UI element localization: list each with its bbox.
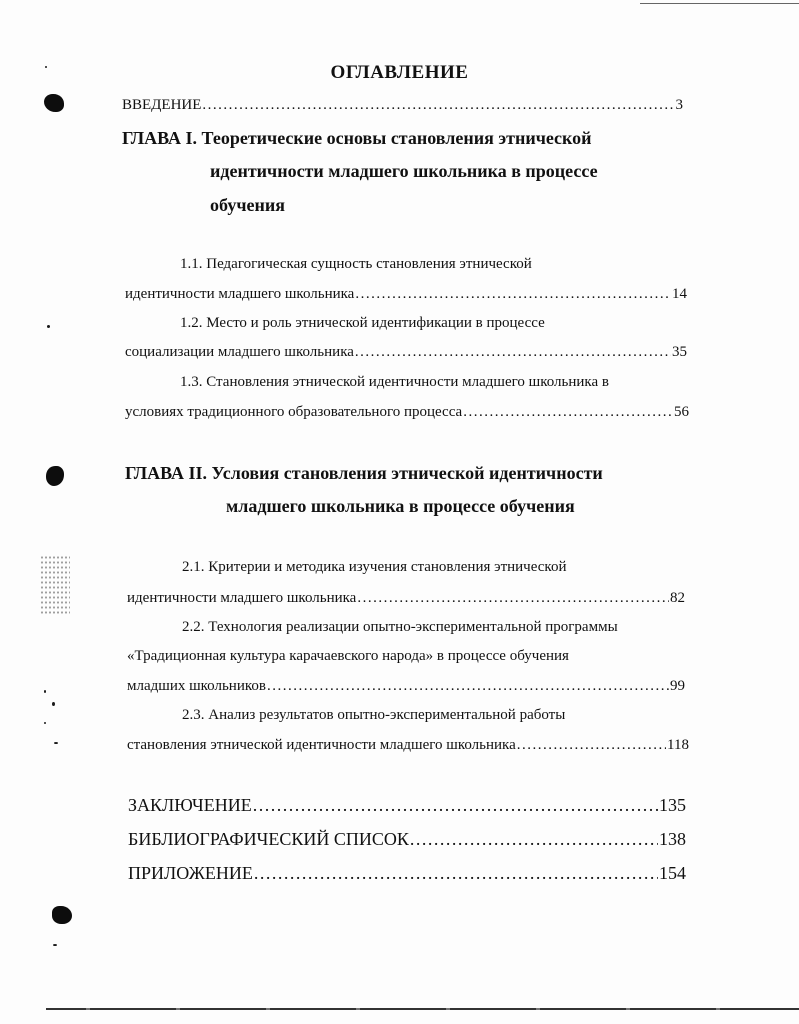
toc-entry-intro	[122, 97, 683, 114]
chapter-2-heading-line1: ГЛАВА II. Условия становления этнической идентичности	[125, 463, 603, 483]
leader-dots	[463, 404, 673, 421]
leader-dots	[517, 737, 666, 754]
page-title: ОГЛАВЛЕНИЕ	[330, 62, 469, 83]
toc-page-number: 14	[672, 286, 687, 302]
scan-speck	[54, 742, 58, 744]
toc-entry-label: ПРИЛОЖЕНИЕ	[128, 863, 253, 883]
toc-entry-1-3	[125, 404, 689, 421]
leader-dots	[357, 590, 669, 607]
toc-page-number: 3	[675, 97, 683, 113]
toc-page-number: 82	[670, 590, 685, 606]
toc-entry-bibliography	[128, 829, 686, 850]
section-2-1-line1: 2.1. Критерии и методика изучения становления этнической	[182, 559, 567, 575]
toc-page-number: 35	[672, 344, 687, 360]
toc-entry-1-2	[125, 344, 687, 361]
toc-page-number: 99	[670, 678, 685, 694]
chapter-2-heading-line2: младшего школьника в процессе обучения	[226, 496, 575, 516]
section-2-2-line1: 2.2. Технология реализации опытно-экспериментальной программы	[182, 619, 618, 635]
scan-speck	[44, 690, 46, 693]
toc-entry-label: ВВЕДЕНИЕ	[122, 97, 202, 113]
toc-page-number: 118	[667, 737, 689, 753]
leader-dots	[355, 286, 671, 303]
toc-entry-label: ЗАКЛЮЧЕНИЕ	[128, 795, 252, 815]
leader-dots	[355, 344, 671, 361]
scan-speck	[44, 722, 46, 724]
leader-dots	[410, 829, 658, 850]
toc-entry-conclusion	[128, 795, 686, 816]
toc-page-number: 56	[674, 404, 689, 420]
chapter-1-heading-line2: идентичности младшего школьника в процессе	[210, 161, 598, 181]
section-1-2-line1: 1.2. Место и роль этнической идентификации в процессе	[180, 315, 545, 331]
scan-edge-bottom	[46, 1008, 799, 1010]
toc-entry-label: идентичности младшего школьника	[127, 590, 357, 606]
punch-hole-mark	[52, 906, 72, 924]
chapter-1-heading-line3: обучения	[210, 195, 285, 215]
leader-dots	[254, 863, 658, 884]
scan-speck	[53, 944, 57, 946]
chapter-1-heading-line1: ГЛАВА I. Теоретические основы становления этнической	[122, 128, 592, 148]
toc-entry-2-3	[127, 737, 689, 754]
toc-entry-appendix	[128, 863, 686, 884]
scan-edge-top	[640, 3, 799, 4]
punch-hole-mark	[46, 466, 64, 486]
punch-hole-mark	[44, 94, 64, 112]
toc-entry-label: становления этнической идентичности младшего школьника	[127, 737, 516, 753]
scan-speck	[52, 702, 55, 706]
toc-entry-label: идентичности младшего школьника	[125, 286, 355, 302]
toc-entry-2-2	[127, 678, 685, 695]
toc-entry-1-1	[125, 286, 687, 303]
toc-entry-label: БИБЛИОГРАФИЧЕСКИЙ СПИСОК	[128, 829, 409, 849]
toc-entry-label: младших школьников	[127, 678, 266, 694]
scan-speck	[45, 66, 47, 68]
scan-noise	[40, 555, 70, 615]
section-2-3-line1: 2.3. Анализ результатов опытно-экспериментальной работы	[182, 707, 566, 723]
toc-entry-label: условиях традиционного образовательного процесса	[125, 404, 463, 420]
toc-page-number: 154	[659, 863, 686, 883]
leader-dots	[267, 678, 669, 695]
leader-dots	[202, 97, 674, 114]
toc-entry-label: социализации младшего школьника	[125, 344, 354, 360]
leader-dots	[253, 795, 658, 816]
section-2-2-line2: «Традиционная культура карачаевского народа» в процессе обучения	[127, 648, 569, 664]
section-1-1-line1: 1.1. Педагогическая сущность становления этнической	[180, 256, 532, 272]
toc-page-number: 138	[659, 829, 686, 849]
toc-page-number: 135	[659, 795, 686, 815]
scan-speck	[47, 325, 50, 328]
toc-entry-2-1	[127, 590, 685, 607]
section-1-3-line1: 1.3. Становления этнической идентичности младшего школьника в	[180, 374, 609, 390]
